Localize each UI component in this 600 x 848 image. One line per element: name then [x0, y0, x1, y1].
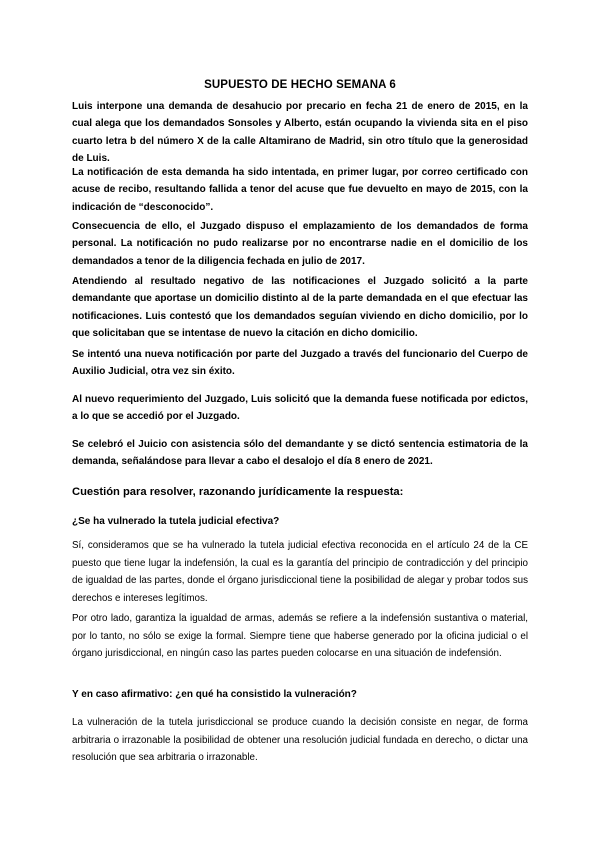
- section-title: Cuestión para resolver, razonando jurídicamente la respuesta:: [72, 486, 404, 498]
- answer-1-paragraph-1: Sí, consideramos que se ha vulnerado la tutela judicial efectiva reconocida en el artículo 24 de la CE puesto que tiene lugar la indefensión, la cual es la garantía del principio de contradicción y del principio de igualdad de las partes, donde el órgano jurisdiccional tiene la posibilidad de alegar y probar todos sus derechos e intereses legítimos.: [72, 540, 528, 604]
- fact-paragraph-7: Se celebró el Juicio con asistencia sólo del demandante y se dictó sentencia estimatoria de la demanda, señalándose para llevar a cabo el desalojo el día 8 enero de 2021.: [72, 439, 528, 468]
- fact-paragraph-5: Se intentó una nueva notificación por parte del Juzgado a través del funcionario del Cuerpo de Auxilio Judicial, otra vez sin éxito.: [72, 349, 528, 378]
- fact-paragraph-4: Atendiendo al resultado negativo de las notificaciones el Juzgado solicitó a la parte demandante que aportase un domicilio distinto al de la parte demandada en el que efectuar las notificaciones. Luis contestó que los demandados seguían viviendo en dicho domicilio, por lo que solicitaban que se intentase de nuevo la citación en dicho domicilio.: [72, 276, 528, 340]
- question-2: Y en caso afirmativo: ¿en qué ha consistido la vulneración?: [72, 689, 357, 700]
- fact-paragraph-3: Consecuencia de ello, el Juzgado dispuso el emplazamiento de los demandados de forma personal. La notificación no pudo realizarse por no encontrarse nadie en el domicilio de los demandados a tenor de la diligencia fechada en julio de 2017.: [72, 221, 528, 267]
- fact-paragraph-6: Al nuevo requerimiento del Juzgado, Luis solicitó que la demanda fuese notificada por edictos, a lo que se accedió por el Juzgado.: [72, 394, 528, 423]
- page-title: SUPUESTO DE HECHO SEMANA 6: [204, 79, 396, 91]
- fact-paragraph-2: La notificación de esta demanda ha sido intentada, en primer lugar, por correo certificado con acuse de recibo, resultando fallida a tenor del acuse que fue devuelto en mayo de 2015, con la indicación de “desconocido”.: [72, 167, 528, 213]
- fact-paragraph-1: Luis interpone una demanda de desahucio por precario en fecha 21 de enero de 2015, en la cual alega que los demandados Sonsoles y Alberto, están ocupando la vivienda sita en el piso cuarto letra b del número X de la calle Altamirano de Madrid, sin otro título que la generosidad de Luis.: [72, 101, 528, 165]
- question-1: ¿Se ha vulnerado la tutela judicial efectiva?: [72, 516, 280, 527]
- answer-2-paragraph: La vulneración de la tutela jurisdiccional se produce cuando la decisión consiste en negar, de forma arbitraria o irrazonable la posibilidad de obtener una resolución judicial fundada en derecho, o dictar una resolución que sea arbitraria o irrazonable.: [72, 717, 528, 764]
- answer-1-paragraph-2: Por otro lado, garantiza la igualdad de armas, además se refiere a la indefensión sustantiva o material, por lo tanto, no sólo se exige la formal. Siempre tiene que haberse generado por la oficina judicial o el órgano jurisdiccional, en ningún caso las partes pueden colocarse en una situación de indefensión.: [72, 613, 528, 660]
